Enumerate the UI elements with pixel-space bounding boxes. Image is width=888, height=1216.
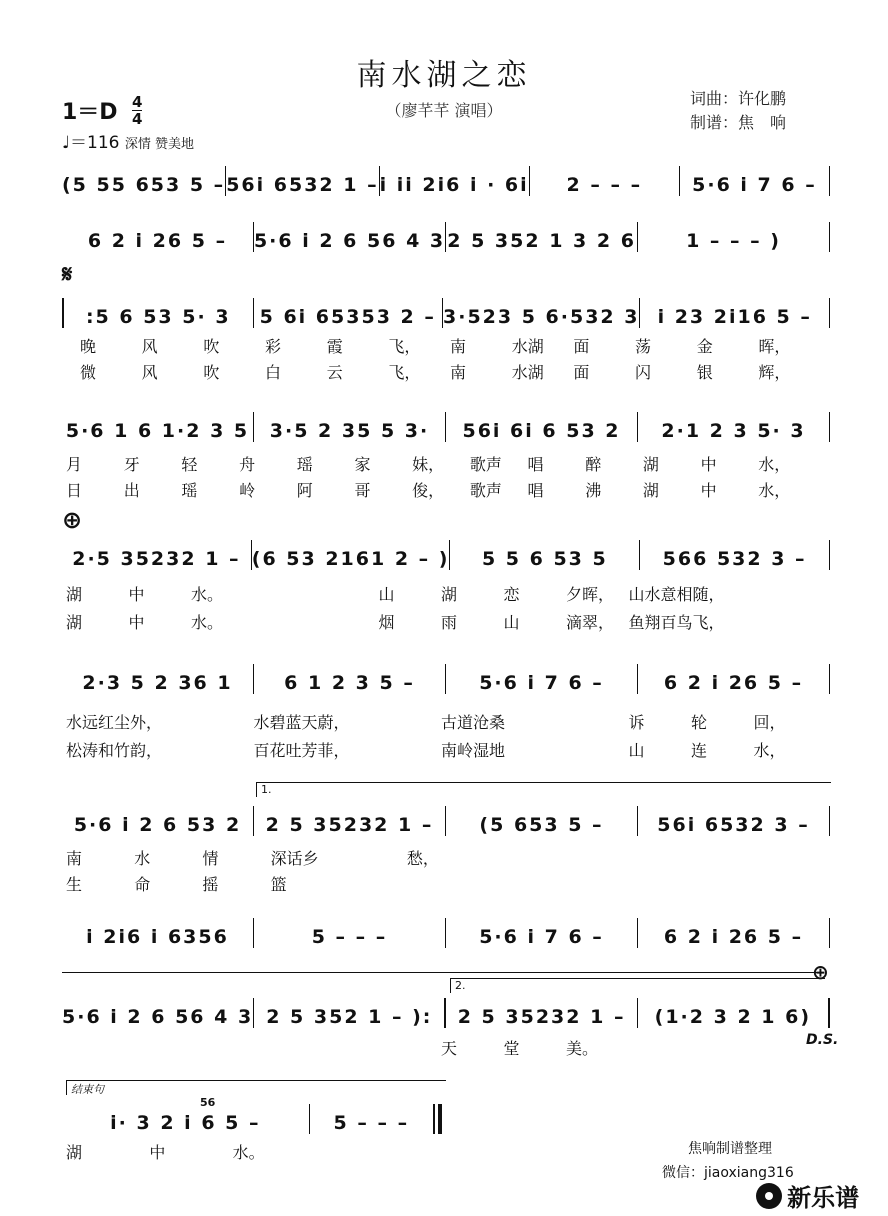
score-row-3	[62, 298, 830, 328]
lyrics-row-7-verse-1: 南 水 情 深话乡 愁，	[66, 849, 439, 868]
lyrics-row-3-verse-1: 晚 风 吹 彩 霞 飞， 南 水湖 面 荡 金 晖，	[80, 337, 791, 356]
ending-bracket: 结束句	[66, 1080, 446, 1095]
measure: 3·523 5 6·532 3	[443, 306, 640, 328]
lyrics-row-3-verse-2: 微 风 吹 白 云 飞， 南 水湖 面 闪 银 辉，	[80, 363, 791, 382]
measure: i 2i6 i 6356	[86, 926, 229, 948]
measure: 5 5 6 53 5	[481, 548, 608, 570]
measure: (6 53 2161 2 – )	[251, 548, 450, 570]
score-row-8	[62, 918, 830, 948]
lyrics-row-5-verse-1: 湖 中 水。 山 湖 恋 夕晖， 山水意相随，	[66, 585, 725, 604]
grace-notes: 56	[200, 1096, 216, 1109]
measure: 5 – – –	[333, 1112, 410, 1134]
measure: 5·6 i 7 6 –	[479, 672, 604, 694]
measure: i· 3 2 i 6 5 –	[110, 1112, 261, 1134]
measure: 2 5 352 1 – ):	[266, 1006, 433, 1028]
measure: 566 532 3 –	[662, 548, 807, 570]
measure: 56i 6532 1 –	[226, 174, 379, 196]
measure: 2·1 2 3 5· 3	[661, 420, 806, 442]
measure: 5·6 i 2 6 53 2	[73, 814, 242, 836]
measure: :5 6 53 5· 3	[85, 306, 231, 328]
lyrics-row-6-verse-2: 松涛和竹韵， 百花吐芳菲， 南岭湿地 山 连 水，	[66, 741, 786, 760]
volta-2: 2.	[450, 978, 825, 993]
lyrics-row-10: 湖 中 水。	[66, 1143, 265, 1162]
logo-text: 新乐谱	[787, 1184, 860, 1212]
tempo-value: ♩＝116	[62, 133, 120, 153]
measure: 2 5 352 1 3 2 6	[447, 230, 636, 252]
score-row-4	[62, 412, 830, 442]
measure: 5·6 1 6 1·2 3 5	[65, 420, 250, 442]
coda-line	[62, 972, 820, 973]
lyrics-row-4-verse-2: 日 出 瑶 岭 阿 哥 俊， 歌声 唱 沸 湖 中 水，	[66, 481, 791, 500]
site-logo	[756, 1178, 859, 1213]
measure: 2 5 35232 1 –	[457, 1006, 626, 1028]
measure: 5·6 i 2 6 56 4 3	[253, 230, 446, 252]
tempo-marking	[62, 128, 194, 153]
dal-segno-mark: D.S.	[806, 1032, 839, 1048]
measure: i 23 2i16 5 –	[657, 306, 812, 328]
lyrics-row-5-verse-2: 湖 中 水。 烟 雨 山 滴翠， 鱼翔百鸟飞，	[66, 613, 725, 632]
measure: (5 653 5 –	[479, 814, 604, 836]
arranger-credit: 制谱：焦 响	[690, 113, 787, 132]
lyrics-row-7-verse-2: 生 命 摇 篮	[66, 875, 287, 894]
score-row-9	[62, 998, 830, 1028]
measure: i ii 2i6 i · 6i	[379, 174, 529, 196]
measure: 2·3 5 2 36 1	[82, 672, 233, 694]
lyrics-row-6-verse-1: 水远红尘外， 水碧蓝天蔚， 古道沧桑 诉 轮 回，	[66, 713, 786, 732]
performer-subtitle: （廖芊芊 演唱）	[385, 101, 503, 120]
volta-1: 1.	[256, 782, 831, 797]
time-signature	[132, 94, 142, 127]
coda-sign: ⊕	[62, 506, 83, 534]
song-title: 南水湖之恋	[356, 58, 532, 93]
measure: (1·2 3 2 1 6)	[654, 1006, 812, 1028]
time-top: 4	[132, 93, 143, 111]
measure: 56i 6532 3 –	[657, 814, 810, 836]
vinyl-icon	[756, 1183, 782, 1209]
arranger-note: 焦响制谱整理	[688, 1141, 772, 1157]
measure: 5 – – –	[311, 926, 388, 948]
measure: 6 2 i 26 5 –	[663, 672, 804, 694]
measure: 56i 6i 6 53 2	[462, 420, 621, 442]
measure: 5·6 i 2 6 56 4 3	[62, 1006, 254, 1028]
lyrics-row-4-verse-1: 月 牙 轻 舟 瑶 家 妹， 歌声 唱 醉 湖 中 水，	[66, 455, 791, 474]
measure: 5 6i 65353 2 –	[259, 306, 436, 328]
score-row-10	[62, 1104, 442, 1134]
score-row-2	[62, 222, 830, 252]
score-row-6	[62, 664, 830, 694]
time-bottom: 4	[132, 110, 143, 128]
measure: 3·5 2 35 5 3·	[269, 420, 430, 442]
tempo-expression: 深情 赞美地	[124, 137, 195, 152]
measure: 5·6 i 7 6 –	[479, 926, 604, 948]
measure: 5·6 i 7 6 –	[692, 174, 817, 196]
measure: 2 – – –	[566, 174, 643, 196]
lyrics-row-9: 天 堂 美。	[441, 1039, 599, 1058]
measure: 6 1 2 3 5 –	[284, 672, 415, 694]
measure: 6 2 i 26 5 –	[663, 926, 804, 948]
score-row-1	[62, 166, 830, 196]
score-row-5	[62, 540, 830, 570]
measure: 6 2 i 26 5 –	[87, 230, 228, 252]
coda-sign: ⊕	[812, 960, 829, 984]
measure: 2·5 35232 1 –	[72, 548, 241, 570]
key-signature: 1＝D	[62, 100, 118, 125]
segno-sign: 𝄋	[62, 260, 73, 288]
measure: (5 55 653 5 –	[62, 174, 226, 196]
wechat-contact: 微信：jiaoxiang316	[662, 1165, 794, 1181]
composer-credit: 词曲：许化鹏	[690, 89, 787, 108]
measure: 2 5 35232 1 –	[265, 814, 434, 836]
measure: 1 – – – )	[686, 230, 781, 252]
score-row-7	[62, 806, 830, 836]
